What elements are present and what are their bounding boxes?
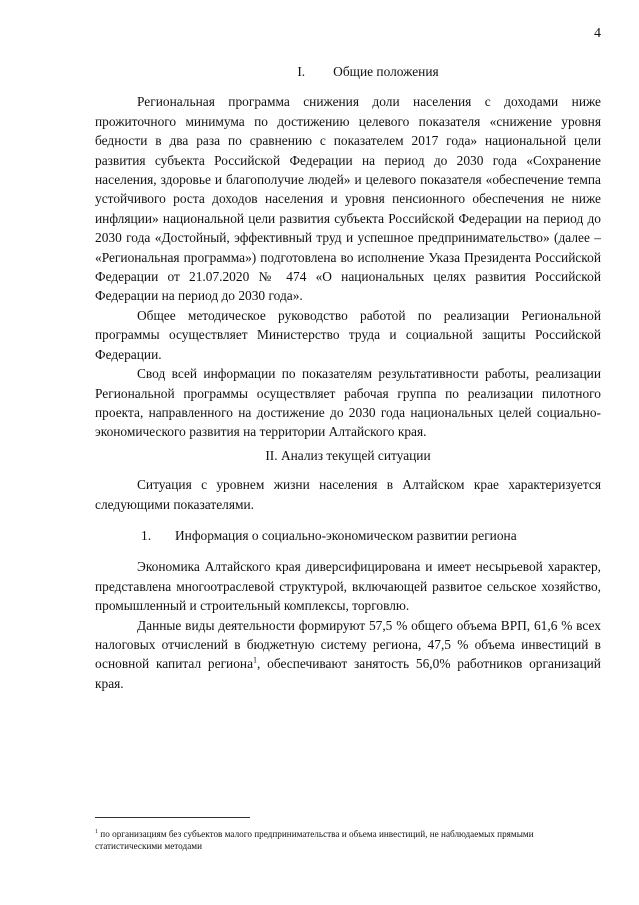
section-heading-general (95, 62, 601, 81)
paragraph-program-description: Региональная программа снижения доли населения с доходами ниже прожиточного минимума по достижению целевого показателя «снижение уровня бедности в два раза по сравнению с показателем 2017 года» национальной цели развития субъекта Российской Федерации на период до 2030 года «Сохранение населения, здоровье и благополучие людей» и целевого показателя «обеспечение темпа устойчивого роста доходов населения и уровня пенсионного обеспечения не ниже инфляции» национальной цели развития субъекта Российской Федерации на период до 2030 года «Достойный, эффективный труд и успешное предпринимательство» (далее – «Региональная программа») подготовлена во исполнение Указа Президента Российской Федерации от 21.07.2020 № 474 «О национальных целях развития Российской Федерации на период до 2030 года». (95, 94, 601, 304)
page-number: 4 (594, 26, 601, 41)
footnote (95, 828, 595, 852)
footnote-separator (95, 817, 250, 818)
footnote-text: по организациям без субъектов малого предпринимательства и объема инвестиций, не наблюдаемых прямыми статистическими методами (95, 829, 534, 851)
section-heading-analysis: II. Анализ текущей ситуации (265, 447, 431, 463)
paragraph-information-summary: Свод всей информации по показателям результативности работы, реализации Региональной программы осуществляет рабочая группа по реализации пилотного проекта, направленного на достижение до 2030 года национальных целей социально-экономического развития на территории Алтайского края. (95, 366, 601, 440)
subsection-title: Информация о социально-экономическом развитии региона (175, 527, 517, 543)
footnote-reference[interactable]: 1 (253, 655, 258, 665)
page-content (95, 62, 601, 693)
paragraph-economy: Экономика Алтайского края диверсифицирована и имеет несырьевой характер, представлена многоотраслевой структурой, включающей развитое сельское хозяйство, промышленный и строительный комплексы, торговлю. (95, 559, 601, 614)
paragraph-methodical-guidance: Общее методическое руководство работой по реализации Региональной программы осуществляет Министерство труда и социальной защиты Российской Федерации. (95, 307, 601, 362)
activity-shares-text: Данные виды деятельности формируют 57,5 % общего объема ВРП, 61,6 % всех налоговых отчислений в бюджетную систему региона, 47,5 % объема инвестиций в основной капитал региона (95, 617, 601, 672)
activity-shares-text-end: , обеспечивают занятость 56,0% работников организаций края. (95, 656, 601, 691)
paragraph-situation-intro: Ситуация с уровнем жизни населения в Алтайском крае характеризуется следующими показателями. (95, 477, 601, 512)
subsection-heading (95, 526, 601, 545)
footnote-number: 1 (95, 828, 98, 835)
section-title: Общие положения (333, 64, 439, 79)
paragraph-activity-shares (95, 616, 601, 694)
subsection-number: 1. (141, 527, 152, 543)
section-number: I. (297, 64, 306, 79)
